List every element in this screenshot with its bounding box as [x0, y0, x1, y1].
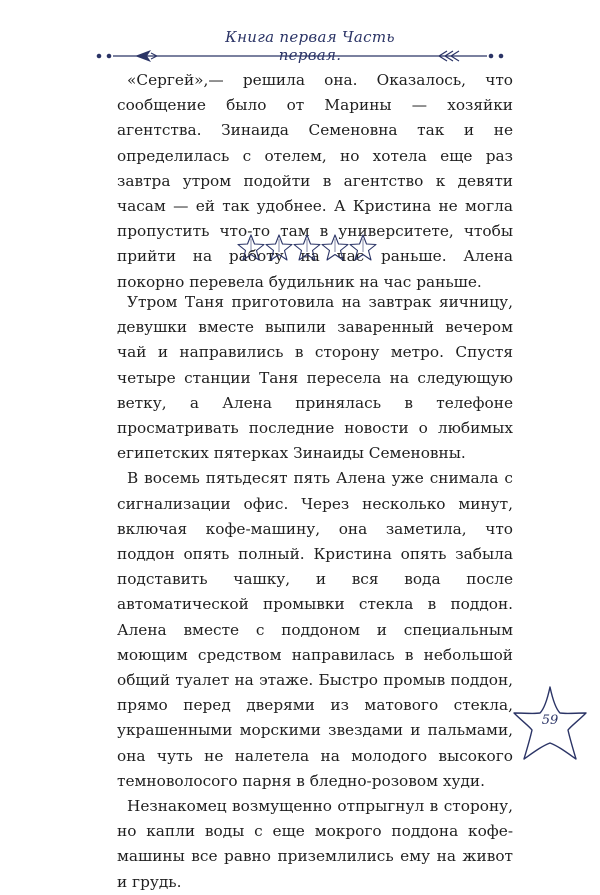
page-number: 59	[541, 713, 559, 728]
paragraph: «Сергей»,— решила она. Оказалось, что сообщение было от Марины — хозяйки агентства. Зинаида Семеновна так и не определилась с отелем, но хотела еще раз завтра утром подойти в агентство к девяти часам — ей так удобнее. А Кристина не могла пропустить что-то там в университете, чтобы прийти на работу на час раньше. Алена покорно перевела будильник на час раньше.	[117, 71, 513, 291]
section-divider-stars	[237, 230, 377, 266]
running-title: Книга первая Часть первая.	[225, 28, 395, 64]
paragraph: В восемь пятьдесят пять Алена уже снимала с сигнализации офис. Через несколько минут, включая кофе-машину, она заметила, что поддон опять полный. Кристина опять забыла подставить чашку, и вся вода после автоматической промывки стекла в поддон. Алена вместе с поддоном и специальным моющим средством направилась в небольшой общий туалет на этаже. Быстро промыв поддон, прямо перед дверями из матового стекла, украшенными морскими звездами и пальмами, она чуть не налетела на молодого высокого темноволосого парня в бледно-розовом худи.	[117, 469, 513, 790]
ornamental-rule	[95, 46, 505, 66]
text-block-bottom	[117, 290, 513, 895]
paragraph: Незнакомец возмущенно отпрыгнул в сторону, но капли воды с еще мокрого поддона кофе-машины все равно приземлились ему на живот и грудь.	[117, 797, 513, 891]
paragraph: Утром Таня приготовила на завтрак яичницу, девушки вместе выпили заваренный вечером чай и направились в сторону метро. Спустя четыре станции Таня пересела на следующую ветку, а Алена принялась в телефоне просматривать последние новости о любимых египетских пятерках Зинаиды Семеновны.	[117, 293, 513, 463]
